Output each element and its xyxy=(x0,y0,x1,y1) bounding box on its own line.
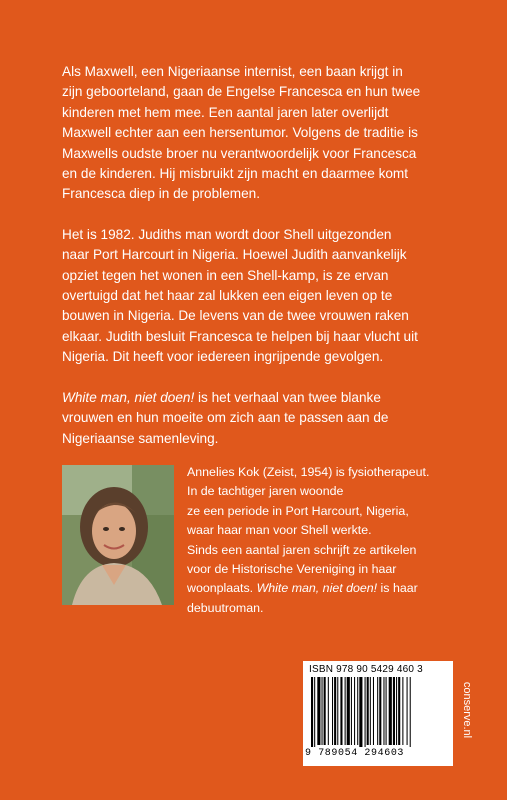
isbn-label: ISBN 978 90 5429 460 3 xyxy=(309,664,423,675)
barcode-bar xyxy=(393,677,395,745)
author-bio xyxy=(187,463,487,618)
barcode-bar xyxy=(337,677,338,745)
barcode-bar xyxy=(354,677,355,745)
barcode-bars xyxy=(309,677,447,747)
blurb-line: overtuigd dat het haar zal lukken een eigen leven op te xyxy=(62,288,393,304)
barcode-bar xyxy=(407,677,408,745)
blurb-line: Maxwell echter aan een hersentumor. Volgens de traditie is xyxy=(62,125,418,141)
blurb-line: is het verhaal van twee blanke xyxy=(194,389,381,405)
barcode-bar xyxy=(347,677,350,745)
barcode-bar xyxy=(332,677,333,745)
barcode-bar xyxy=(314,677,315,747)
publisher-name: conserve.nl xyxy=(461,681,473,739)
bio-text: is haar xyxy=(377,581,418,596)
barcode-bar xyxy=(345,677,346,745)
isbn-barcode xyxy=(303,661,453,766)
barcode-bar xyxy=(334,677,336,745)
barcode-bar xyxy=(383,677,384,745)
barcode-bar xyxy=(379,677,381,745)
blurb-line: Maxwells oudste broer nu verantwoordelijk voor Francesca xyxy=(62,145,417,161)
barcode-bar xyxy=(324,677,326,745)
blurb-line: naar Port Harcourt in Nigeria. Hoewel Judith aanvankelijk xyxy=(62,247,407,263)
barcode-digits: 9 789054 294603 xyxy=(305,748,405,759)
bio-line: In de tachtiger jaren woonde xyxy=(187,484,344,499)
back-cover-blurb xyxy=(62,62,462,469)
blurb-line: bouwen in Nigeria. De levens van de twee vrouwen raken xyxy=(62,308,409,324)
blurb-line: kinderen met hem mee. Een aantal jaren later overlijdt xyxy=(62,104,389,120)
barcode-bar xyxy=(373,677,374,745)
bio-line: debuutroman. xyxy=(187,600,264,615)
barcode-bar xyxy=(410,677,411,747)
barcode-bar xyxy=(386,677,387,745)
blurb-line: Als Maxwell, een Nigeriaanse internist, een baan krijgt in xyxy=(62,64,403,79)
author-photo xyxy=(62,465,174,605)
blurb-paragraph-3 xyxy=(62,388,462,449)
barcode-bar xyxy=(311,677,313,747)
blurb-line: opziet tegen het wonen in een Shell-kamp, is ze ervan xyxy=(62,267,389,283)
barcode-bar xyxy=(370,677,371,745)
barcode-bar xyxy=(322,677,323,745)
barcode-bar xyxy=(351,677,352,745)
barcode-bar xyxy=(377,677,378,745)
barcode-bar xyxy=(396,677,397,745)
book-title-italic: White man, niet doen! xyxy=(62,389,195,405)
barcode-bar xyxy=(367,677,369,745)
barcode-bar xyxy=(328,677,329,745)
barcode-bar xyxy=(317,677,320,745)
book-title-italic: White man, niet doen! xyxy=(256,581,378,596)
bio-line: Annelies Kok (Zeist, 1954) is fysiotherapeut. xyxy=(187,465,430,479)
barcode-bar xyxy=(389,677,392,745)
publisher-imprint xyxy=(460,655,474,765)
blurb-paragraph-2 xyxy=(62,225,462,368)
blurb-line: Francesca diep in de problemen. xyxy=(62,186,260,202)
barcode-bar xyxy=(359,677,362,747)
blurb-line: Het is 1982. Judiths man wordt door Shell uitgezonden xyxy=(62,226,392,242)
blurb-line: Nigeria. Dit heeft voor iedereen ingrijpende gevolgen. xyxy=(62,349,384,365)
bio-line: waar haar man voor Shell werkte. xyxy=(187,523,372,538)
blurb-line: vrouwen en hun moeite om zich aan te passen aan de xyxy=(62,410,389,426)
barcode-bar xyxy=(340,677,342,745)
bio-line xyxy=(187,579,487,598)
blurb-line: zijn geboorteland, gaan de Engelse Francesca en hun twee xyxy=(62,84,421,100)
blurb-line: Nigeriaanse samenleving. xyxy=(62,430,219,446)
barcode-bar xyxy=(402,677,403,745)
barcode-bar xyxy=(365,677,366,747)
blurb-paragraph-1 xyxy=(62,62,462,205)
bio-line: Sinds een aantal jaren schrijft ze artikelen xyxy=(187,542,417,557)
bio-line: voor de Historische Vereniging in haar xyxy=(187,562,397,577)
bio-line: ze een periode in Port Harcourt, Nigeria, xyxy=(187,503,409,518)
barcode-bar xyxy=(398,677,400,745)
bio-text: woonplaats. xyxy=(187,581,257,596)
blurb-line: en de kinderen. Hij misbruikt zijn macht en daarmee komt xyxy=(62,166,409,182)
barcode-bar xyxy=(357,677,358,745)
blurb-line: elkaar. Judith besluit Francesca te helpen bij haar vlucht uit xyxy=(62,328,418,344)
